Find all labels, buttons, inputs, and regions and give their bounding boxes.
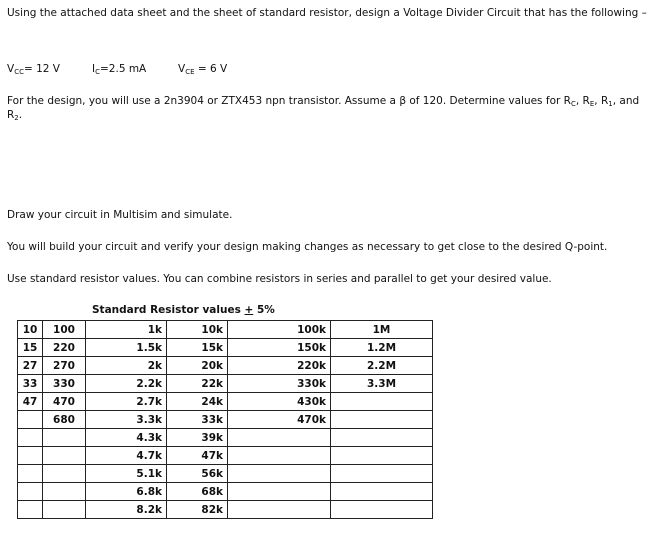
table-cell: 1.2M [331, 339, 433, 357]
table-cell: 470k [228, 411, 331, 429]
re-subscript: E [589, 100, 595, 108]
table-cell: 470 [43, 393, 86, 411]
table-row [18, 411, 433, 429]
table-cell [331, 447, 433, 465]
table-cell: 5.1k [86, 465, 167, 483]
table-cell [18, 465, 43, 483]
table-cell [228, 501, 331, 519]
table-cell: 68k [167, 483, 228, 501]
vce-symbol: V [178, 63, 186, 75]
table-cell [43, 447, 86, 465]
vcc-subscript: CC [14, 68, 24, 76]
table-row [18, 483, 433, 501]
design-end: . [18, 109, 23, 121]
table-cell [228, 483, 331, 501]
table-cell: 2k [86, 357, 167, 375]
draw-instruction: Draw your circuit in Multisim and simulate. [7, 209, 233, 221]
table-cell [331, 483, 433, 501]
table-cell: 330k [228, 375, 331, 393]
table-cell [18, 501, 43, 519]
table-row [18, 375, 433, 393]
table-cell: 3.3M [331, 375, 433, 393]
table-cell: 15k [167, 339, 228, 357]
table-cell [228, 447, 331, 465]
vcc-spec [7, 63, 60, 75]
table-cell [331, 393, 433, 411]
design-sep: , R [594, 95, 609, 107]
table-row [18, 321, 433, 339]
table-cell [43, 483, 86, 501]
table-cell: 82k [167, 501, 228, 519]
ic-subscript: C [95, 68, 100, 76]
vcc-value: = 12 V [23, 63, 60, 75]
table-cell [331, 501, 433, 519]
table-cell [18, 411, 43, 429]
caption-tolerance: 5% [253, 304, 275, 316]
vce-subscript: CE [185, 68, 195, 76]
table-cell: 4.7k [86, 447, 167, 465]
caption-tolerance-sign: + [244, 304, 254, 316]
table-cell: 10 [18, 321, 43, 339]
table-caption [92, 304, 275, 316]
table-cell: 56k [167, 465, 228, 483]
design-paragraph [7, 94, 657, 122]
table-cell: 100k [228, 321, 331, 339]
vce-value: = 6 V [194, 63, 228, 75]
intro-paragraph: Using the attached data sheet and the sheet of standard resistor, design a Voltage Divider Circuit that has the following – [7, 7, 647, 19]
table-cell: 2.2k [86, 375, 167, 393]
table-cell: 680 [43, 411, 86, 429]
table-cell [331, 411, 433, 429]
build-instruction: You will build your circuit and verify your design making changes as necessary to get close to the desired Q-point. [7, 241, 608, 253]
table-cell: 220 [43, 339, 86, 357]
table-cell [43, 501, 86, 519]
table-row [18, 339, 433, 357]
caption-text: Standard Resistor values [92, 304, 245, 316]
table-cell: 2.7k [86, 393, 167, 411]
table-cell [43, 465, 86, 483]
table-cell: 1k [86, 321, 167, 339]
table-cell: 220k [228, 357, 331, 375]
table-cell: 22k [167, 375, 228, 393]
table-cell: 100 [43, 321, 86, 339]
vcc-symbol: V [7, 63, 15, 75]
table-cell [18, 447, 43, 465]
standard-resistor-table [17, 320, 433, 519]
vce-spec [178, 63, 227, 75]
ic-value: =2.5 mA [100, 63, 147, 75]
table-cell: 15 [18, 339, 43, 357]
table-cell: 3.3k [86, 411, 167, 429]
ic-symbol: I [92, 63, 96, 75]
table-row [18, 447, 433, 465]
table-cell [18, 483, 43, 501]
table-cell: 39k [167, 429, 228, 447]
table-row [18, 393, 433, 411]
r1-subscript: 1 [608, 100, 613, 108]
table-cell: 33k [167, 411, 228, 429]
table-cell: 1M [331, 321, 433, 339]
standard-instruction: Use standard resistor values. You can combine resistors in series and parallel to get your desired value. [7, 273, 552, 285]
table-cell [331, 465, 433, 483]
table-row [18, 501, 433, 519]
table-cell: 6.8k [86, 483, 167, 501]
table-cell [43, 429, 86, 447]
rc-subscript: C [570, 100, 576, 108]
table-cell: 20k [167, 357, 228, 375]
r2-subscript: 2 [14, 114, 19, 122]
table-cell: 10k [167, 321, 228, 339]
table-cell: 430k [228, 393, 331, 411]
table-row [18, 357, 433, 375]
table-cell: 270 [43, 357, 86, 375]
table-cell: 33 [18, 375, 43, 393]
table-cell [228, 429, 331, 447]
table-cell: 2.2M [331, 357, 433, 375]
table-row [18, 429, 433, 447]
table-cell: 47k [167, 447, 228, 465]
table-cell: 47 [18, 393, 43, 411]
design-sep: , R [575, 95, 590, 107]
table-cell: 8.2k [86, 501, 167, 519]
table-cell: 1.5k [86, 339, 167, 357]
table-cell: 4.3k [86, 429, 167, 447]
table-cell [228, 465, 331, 483]
table-row [18, 465, 433, 483]
table-cell: 24k [167, 393, 228, 411]
table-cell: 330 [43, 375, 86, 393]
table-cell: 27 [18, 357, 43, 375]
design-sep: , and R [7, 95, 640, 121]
design-text: For the design, you will use a 2n3904 or ZTX453 npn transistor. Assume a β of 120. Determine values for R [7, 95, 571, 107]
table-cell [331, 429, 433, 447]
ic-spec [92, 63, 146, 75]
table-cell: 150k [228, 339, 331, 357]
table-cell [18, 429, 43, 447]
